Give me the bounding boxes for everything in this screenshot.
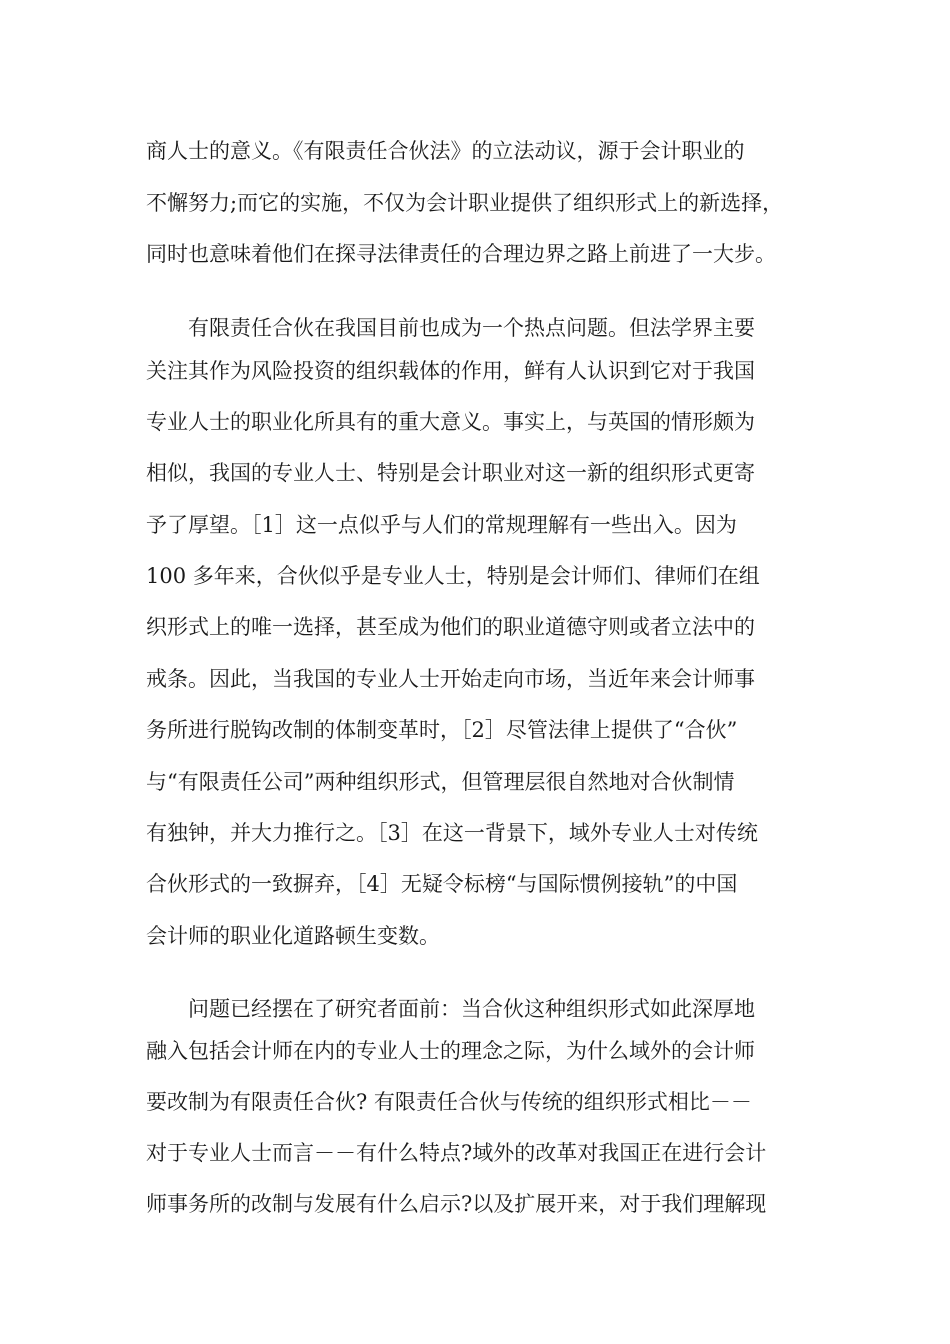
text-line: 予了厚望。［1］这一点似乎与人们的常规理解有一些出入。因为 [146,513,737,537]
text-line: 合伙形式的一致摒弃，［4］无疑令标榜“与国际惯例接轨”的中国 [146,872,738,896]
text-line: 有独钟，并大力推行之。［3］在这一背景下，域外专业人士对传统 [146,821,758,845]
text-line: 不懈努力;而它的实施，不仅为会计职业提供了组织形式上的新选择， [146,191,784,215]
text-line: 有限责任合伙在我国目前也成为一个热点问题。但法学界主要 [188,316,755,340]
text-line: 会计师的职业化道路顿生变数。 [146,924,440,948]
text-line: 织形式上的唯一选择，甚至成为他们的职业道德守则或者立法中的 [146,615,755,639]
text-line: 相似，我国的专业人士、特别是会计职业对这一新的组织形式更寄 [146,461,755,485]
text-line: 要改制为有限责任合伙? 有限责任合伙与传统的组织形式相比－－ [146,1090,752,1114]
text-line: 问题已经摆在了研究者面前：当合伙这种组织形式如此深厚地 [188,997,755,1021]
text-line: 师事务所的改制与发展有什么启示?以及扩展开来，对于我们理解现 [146,1192,767,1216]
text-line: 与“有限责任公司”两种组织形式，但管理层很自然地对合伙制情 [146,770,735,794]
text-line: 商人士的意义。《有限责任合伙法》的立法动议，源于会计职业的 [146,139,745,163]
text-line: 关注其作为风险投资的组织载体的作用，鲜有人认识到它对于我国 [146,359,755,383]
text-line: 对于专业人士而言－－有什么特点?域外的改革对我国正在进行会计 [146,1141,767,1165]
text-line: 务所进行脱钩改制的体制变革时，［2］尽管法律上提供了“合伙” [146,718,738,742]
text-line: 融入包括会计师在内的专业人士的理念之际，为什么域外的会计师 [146,1039,755,1063]
text-line: 戒条。因此，当我国的专业人士开始走向市场，当近年来会计师事 [146,667,755,691]
text-line: 专业人士的职业化所具有的重大意义。事实上，与英国的情形颇为 [146,410,755,434]
text-line: 同时也意味着他们在探寻法律责任的合理边界之路上前进了一大步。 [146,242,776,266]
text-line: 100 多年来，合伙似乎是专业人士，特别是会计师们、律师们在组 [146,564,760,588]
